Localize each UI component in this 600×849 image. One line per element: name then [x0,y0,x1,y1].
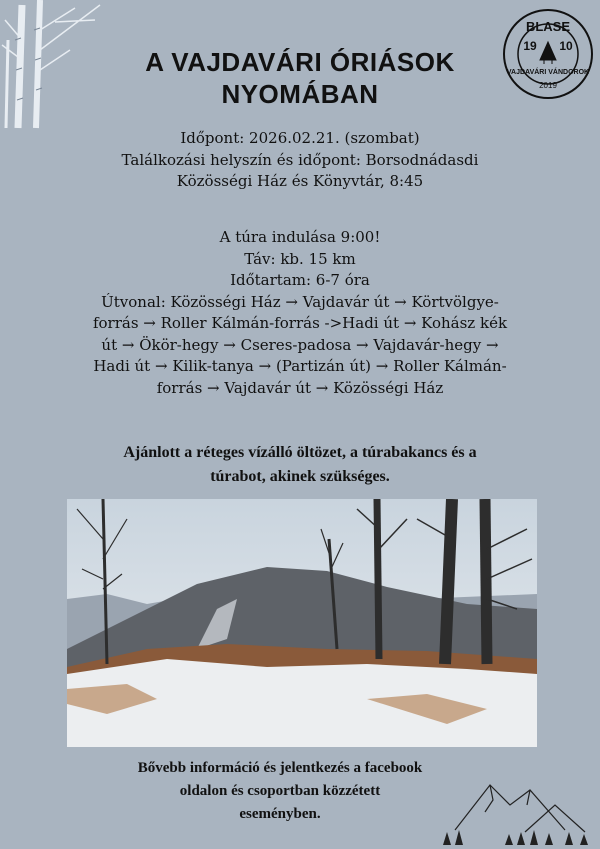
meeting-place-line-2: Közösségi Ház és Könyvtár, 8:45 [176,172,424,190]
event-info [40,128,560,193]
route-info [40,227,560,399]
route-line: forrás → Roller Kálmán-forrás ->Hadi út → Kohász kék [92,314,508,332]
logo-ring-text: VAJDAVÁRI VÁNDOROK [506,69,590,76]
title-line-1: A VAJDAVÁRI ÓRIÁSOK [145,47,455,77]
start-time: A túra indulása 9:00! [219,228,381,246]
logo-year-bottom: 2019 [539,81,557,90]
meeting-place-line-1: Találkozási helyszín és időpont: Borsodnádasdi [121,150,479,169]
footer-line-1: Bővebb információ és jelentkezés a facebook [137,760,423,776]
route-line: forrás → Vajdavár út → Közösségi Ház [156,378,444,397]
club-logo [502,8,594,100]
logo-top-text: BLASE [525,19,571,34]
page-title [100,46,500,110]
logo-year-left: 19 [523,39,537,53]
winter-landscape-photo [67,499,537,747]
event-date: Időpont: 2026.02.21. (szombat) [180,129,420,147]
gear-advice [40,441,560,489]
logo-year-right: 10 [559,39,573,53]
birch-trees-decoration [0,0,115,130]
footer-line-2: oldalon és csoportban közzétett [179,783,381,799]
mountains-decoration [435,770,600,849]
route-line: út → Ökör-hegy → Cseres-padosa → Vajdavár-hegy → [101,335,499,354]
distance: Táv: kb. 15 km [244,249,356,268]
advice-line-1: Ajánlott a réteges vízálló öltözet, a túrabakancs és a [123,444,477,461]
title-line-2: NYOMÁBAN [221,79,379,109]
route-line: Hadi út → Kilik-tanya → (Partizán út) → Roller Kálmán- [93,357,507,375]
footer-info [80,757,480,826]
footer-line-3: eseményben. [239,806,321,822]
advice-line-2: túrabot, akinek szükséges. [210,468,390,485]
route-line: Útvonal: Közösségi Ház → Vajdavár út → Körtvölgye- [101,292,499,311]
duration: Időtartam: 6-7 óra [230,271,370,289]
